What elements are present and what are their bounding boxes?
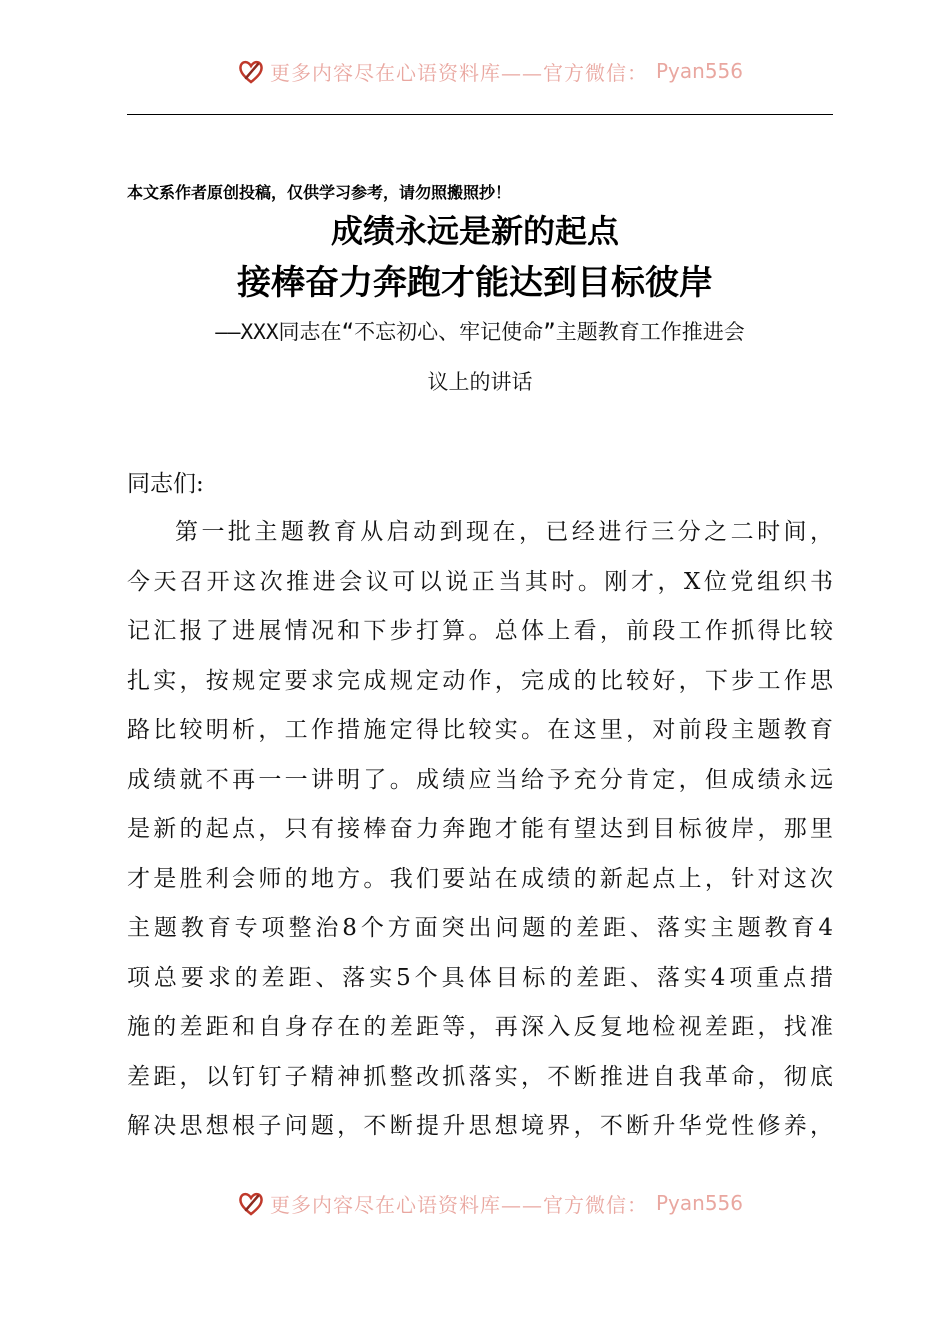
body-line: 差距，以钉钉子精神抓整改抓落实，不断推进自我革命，彻底 [127, 1063, 833, 1090]
heart-pen-logo-icon [236, 1188, 266, 1218]
greeting: 同志们: [127, 471, 204, 497]
watermark-text: 更多内容尽在心语资料库——官方微信： [270, 1192, 648, 1217]
body-line: 路比较明析，工作措施定得比较实。在这里，对前段主题教育 [127, 717, 833, 743]
heart-pen-logo-icon [236, 56, 266, 86]
body-line: 是新的起点，只有接棒奋力奔跑才能有望达到目标彼岸，那里 [127, 816, 833, 842]
body-line: 才是胜利会师的地方。我们要站在成绩的新起点上，针对这次 [127, 865, 833, 892]
body-line: 施的差距和自身存在的差距等，再深入反复地检视差距，找准 [127, 1014, 833, 1040]
header-rule [127, 114, 833, 115]
title-line-1: 成绩永远是新的起点 [330, 212, 619, 250]
subtitle-line-2: 议上的讲话 [427, 370, 533, 394]
watermark-text: 更多内容尽在心语资料库——官方微信： [270, 60, 648, 85]
subtitle-line-1: ——XXX同志在“不忘初心、牢记使命”主题教育工作推进会 [215, 320, 745, 344]
body-line: 第一批主题教育从启动到现在，已经进行三分之二时间， [175, 519, 833, 545]
footer-watermark [0, 1182, 950, 1222]
watermark-banner [236, 1188, 743, 1218]
watermark-code: Pyan556 [656, 1191, 744, 1215]
body-line: 主题教育专项整治8个方面突出问题的差距、落实主题教育4 [127, 915, 833, 941]
title-line-2: 接棒奋力奔跑才能达到目标彼岸 [237, 263, 713, 303]
body-line: 解决思想根子问题，不断提升思想境界，不断升华党性修养， [127, 1113, 833, 1139]
watermark-banner [236, 56, 743, 86]
watermark-code: Pyan556 [656, 59, 744, 83]
body-line: 项总要求的差距、落实5个具体目标的差距、落实4项重点措 [127, 964, 833, 991]
body-line: 扎实，按规定要求完成规定动作，完成的比较好，下步工作思 [127, 667, 833, 694]
header-watermark [0, 50, 950, 90]
body-line: 今天召开这次推进会议可以说正当其时。刚才，X位党组织书 [127, 568, 833, 595]
body-line: 记汇报了进展情况和下步打算。总体上看，前段工作抓得比较 [127, 618, 833, 644]
body-paragraph [127, 508, 833, 1152]
body-line: 成绩就不再一一讲明了。成绩应当给予充分肯定，但成绩永远 [127, 766, 833, 793]
copyright-notice: 本文系作者原创投稿，仅供学习参考，请勿照搬照抄！ [127, 183, 512, 202]
